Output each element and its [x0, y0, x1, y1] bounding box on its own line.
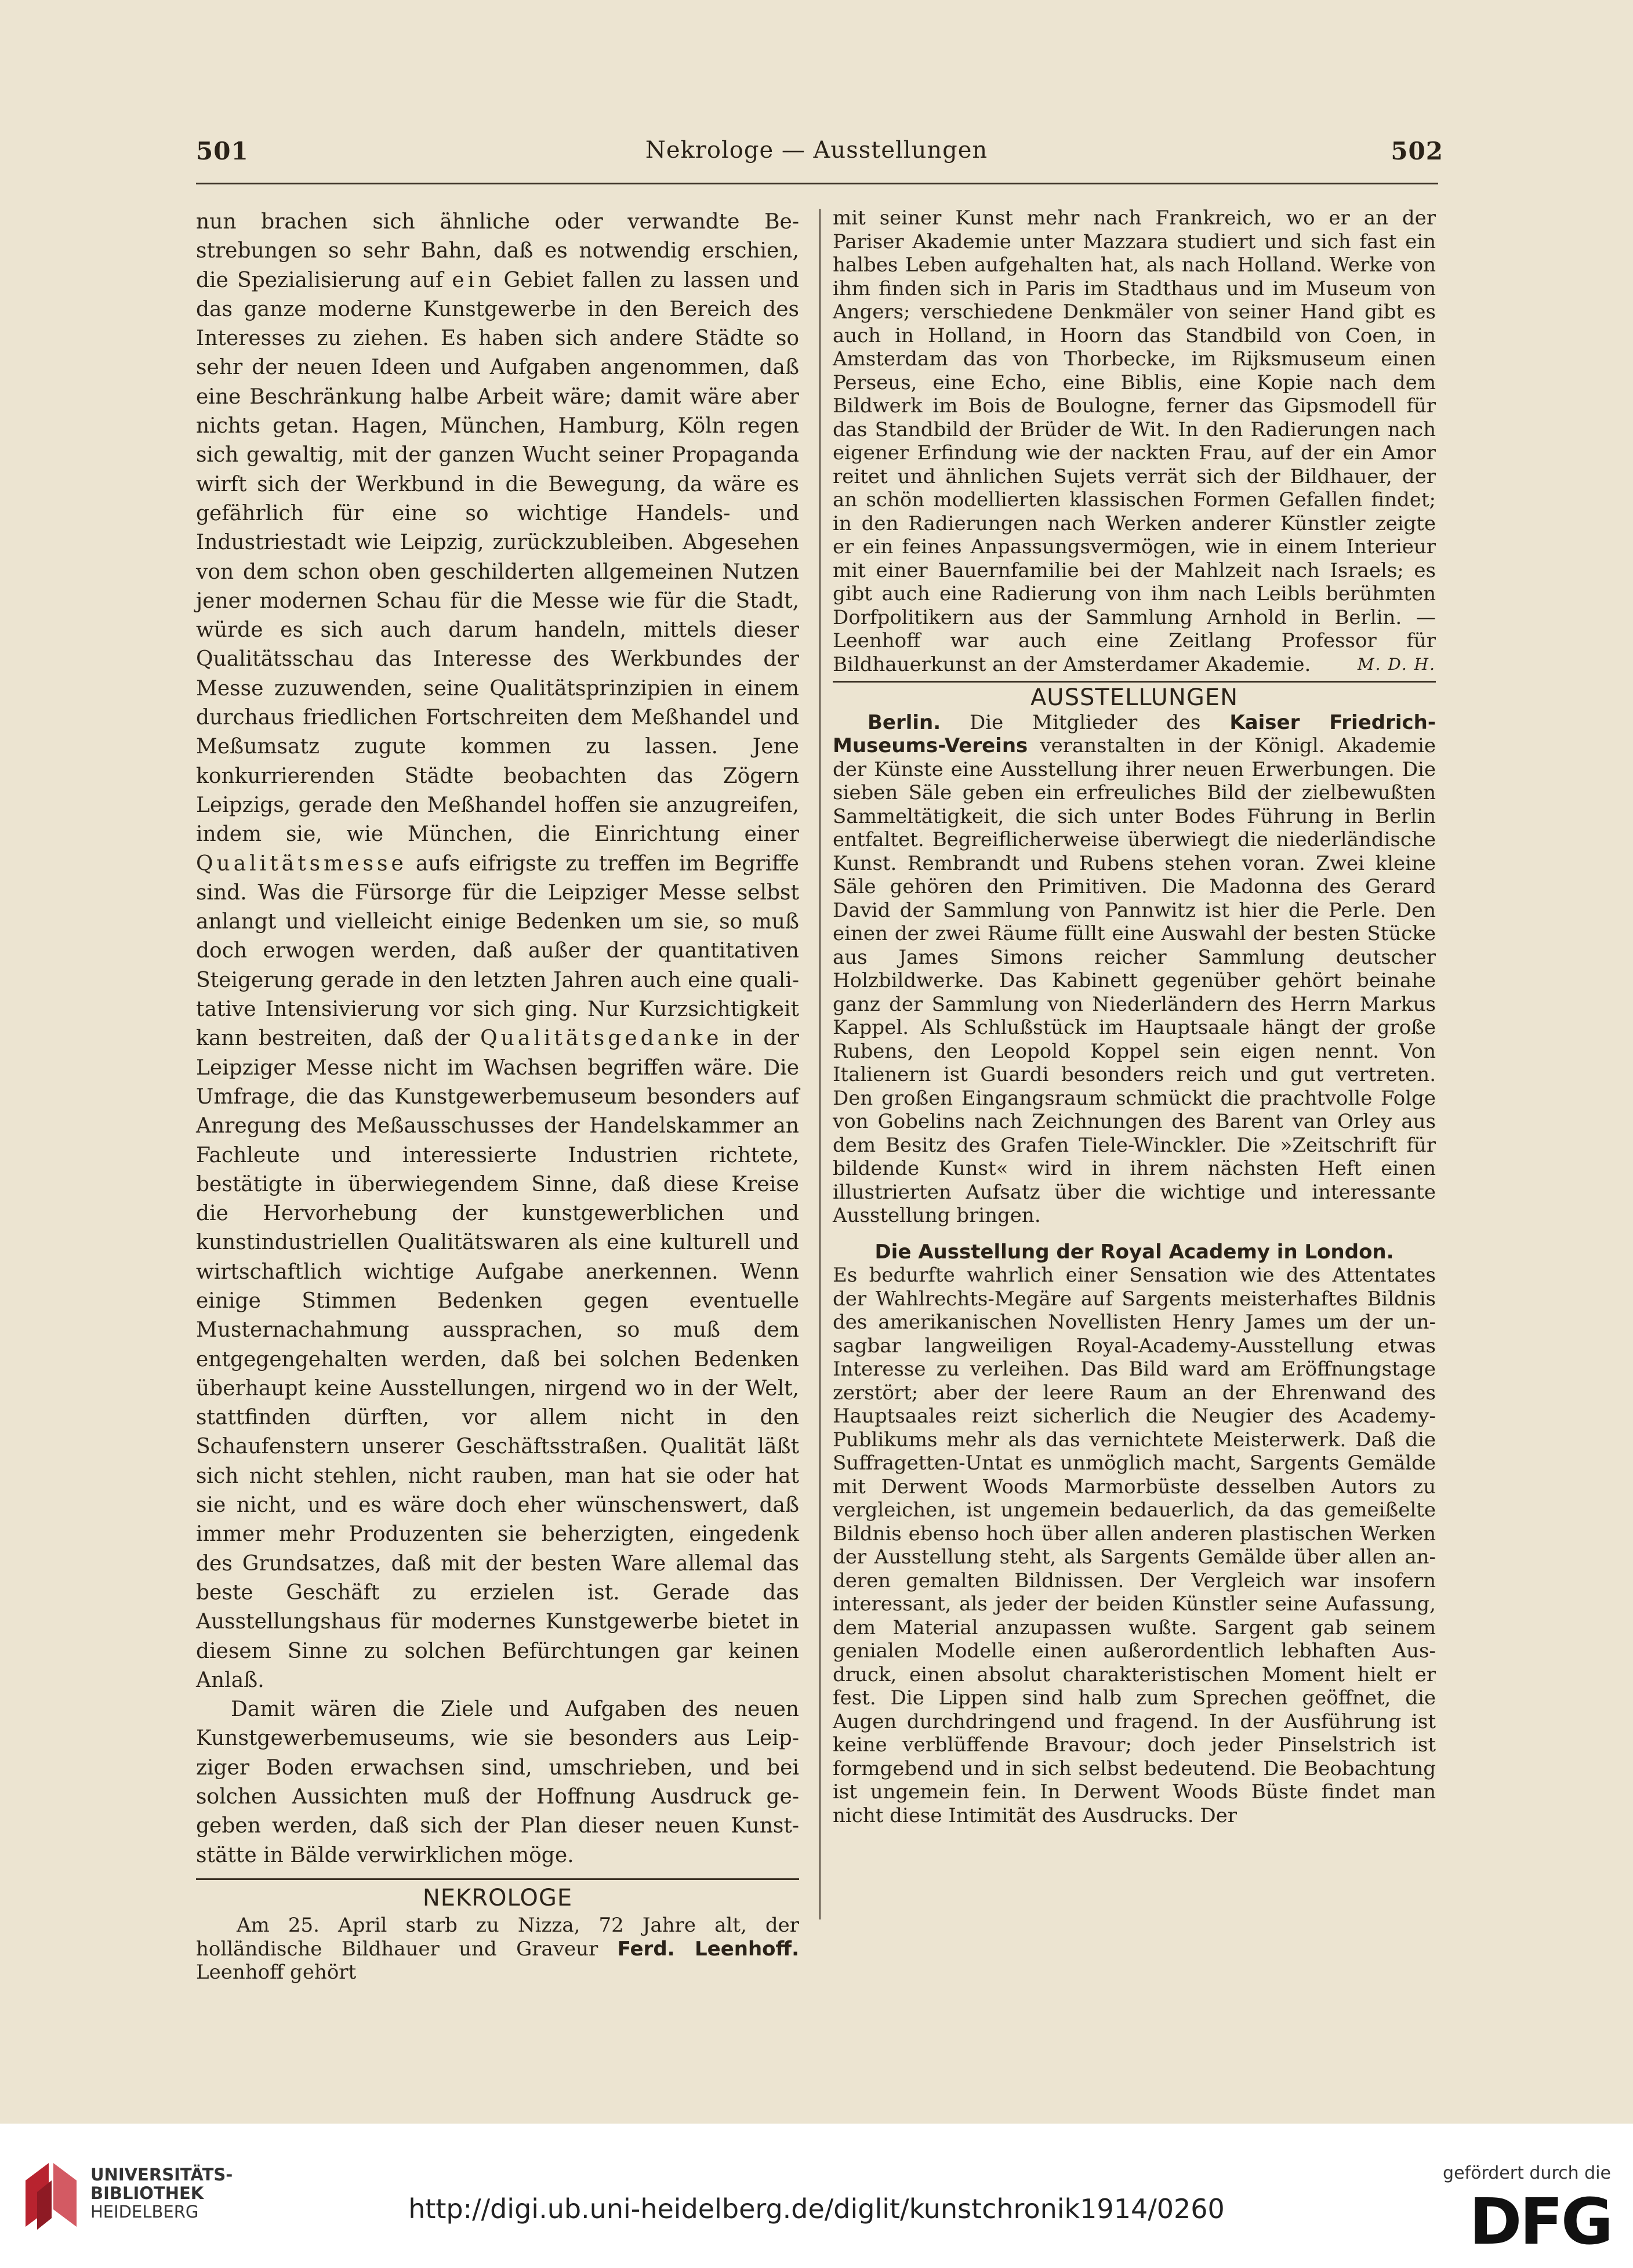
left-column [196, 208, 799, 1984]
footer-bar [0, 2124, 1633, 2268]
paragraph: mit seiner Kunst mehr nach Frankreich, wo er an der Pariser Akademie unter Mazzara studiert und sich fast ein halbes Leben aufgehalten hat, als nach Holland. Werke von ihm finden sich in Paris im Stadthaus und im Museum von Angers; verschiedene Denkmäler von seiner Hand gibt es auch in Holland, in Hoorn das Standbild von Coen, in Amsterdam das von Thorbecke, im Rijksmuseum einen Perseus, eine Echo, eine Biblis, eine Kopie nach dem Bildwerk im Bois de Boulogne, ferner das Gipsmodell für das Standbild der Brüder de Wit. In den Radierungen nach eigener Erfindung wie der nackten Frau, auf der ein Amor reitet und ähnlichen Sujets verrät sich der Bildhauer, der an schön modellierten klassischen Formen Gefallen findet; in den Radierungen nach Werken anderer Künstler zeigte er ein feines Anpassungsvermögen, wie in einem Interieur mit einer Bauernfamilie bei der Mahlzeit nach Israels; es gibt auch eine Radierung von ihm nach Leibls berühmten Dorfpolitikern aus der Sammlung Arnhold in Berlin. — Leenhoff war auch eine Zeitlang Professor für Bildhauerkunst an der Amsterdamer Akademie. M. D. H. [833, 206, 1436, 676]
source-url-link[interactable]: http://digi.ub.uni-heidelberg.de/diglit/kunstchronik1914/0260 [408, 2193, 1225, 2225]
running-head: Nekrologe — Ausstellungen [645, 137, 988, 164]
subheading-royal-academy: Die Ausstellung der Royal Academy in London. [874, 1240, 1394, 1264]
funded-by-label: gefördert durch die [1443, 2163, 1611, 2183]
paragraph: Damit wären die Ziele und Aufgaben des neuen Kunstgewerbemuseums, wie sie besonders aus Leipziger Boden erwachsen sind, umschrieben, und bei solchen Aussichten muß der Hoffnung Ausdruck gegeben werden, daß sich der Plan dieser neuen Kunststätte in Bälde verwirklichen möge. [196, 1697, 799, 1867]
paragraph: Berlin. Die Mitglieder des Kaiser Friedrich-Museums-Vereins veranstalten in der Königl. Akademie der Künste eine Ausstellung ihrer neuen Erwerbungen. Die sieben Säle geben ein erfreuliches Bild der zielbewußten Sammeltätigkeit, die sich unter Bodes Führung in Berlin entfaltet. Begreiflicherweise überwiegt die niederländische Kunst. Rembrandt und Rubens stehen voran. Zwei kleine Säle gehören den Primitiven. Die Madonna des Gerard David der Sammlung von Pannwitz ist hier die Perle. Den einen der zwei Räume füllt eine Auswahl der besten Stücke aus James Simons reicher Sammlung deutscher Holzbildwerke. Das Kabinett gegenüber gehört beinahe ganz der Sammlung von Niederländern des Herrn Markus Kappel. Als Schlußstück im Hauptsaale hängt der große Rubens, den Leopold Koppel sein eigen nennt. Von Italienern ist Guardi besonders reich und gut vertreten. Den großen Eingangsraum schmückt die prachtvolle Folge von Gobelins nach Zeichnungen des Barent van Orley aus dem Besitz des Grafen Tiele-Winckler. Die »Zeitschrift für bildende Kunst« wird in ihrem nächsten Heft einen illustrierten Aufsatz über die wichtige und interessante Ausstellung bringen. [833, 710, 1436, 1227]
dfg-logo: DFG [1469, 2184, 1611, 2259]
column-divider [819, 209, 821, 1919]
header-rule [196, 183, 1438, 184]
section-heading-nekrologe: NEKROLOGE [422, 1884, 573, 1911]
page-number-right: 502 [1391, 137, 1443, 165]
library-name: UNIVERSITÄTS- BIBLIOTHEK HEIDELBERG [90, 2165, 233, 2222]
page-number-left: 501 [196, 137, 249, 165]
section-rule [833, 681, 1436, 683]
right-column [833, 206, 1436, 1827]
paragraph: nun brachen sich ähnliche oder verwandte Bestrebungen so sehr Bahn, daß es notwendig erschien, die Spezialisierung auf ein Gebiet fallen zu lassen und das ganze moderne Kunstgewerbe in den Bereich des Interesses zu ziehen. Es haben sich andere Städte so sehr der neuen Ideen und Aufgaben angenommen, daß eine Beschränkung halbe Arbeit wäre; damit wäre aber nichts getan. Hagen, München, Hamburg, Köln regen sich gewaltig, mit der ganzen Wucht seiner Propaganda wirft sich der Werkbund in die Bewegung, da wäre es gefährlich für eine so wichtige Handels- und Industriestadt wie Leipzig, zurückzubleiben. Abgesehen von dem schon oben geschilderten allgemeinen Nutzen jener modernen Schau für die Messe wie für die Stadt, würde es sich auch darum handeln, mittels dieser Qualitätsschau das Interesse des Werkbundes der Messe zuzuwenden, seine Qualitätsprinzipien in einem durchaus friedlichen Fortschreiten dem Meßhandel und Meßumsatz zugute kommen zu lassen. Jene konkurrierenden Städte beobachten das Zögern Leipzigs, gerade den Meßhandel hoffen sie anzugreifen, indem sie, wie München, die Einrichtung einer Qualitätsmesse aufs eifrigste zu treffen im Begriffe sind. Was die Fürsorge für die Leipziger Messe selbst anlangt und vielleicht einige Bedenken um sie, so muß doch erwogen werden, daß außer der quantitativen Steigerung gerade in den letzten Jahren auch eine qualitative Intensivierung vor sich ging. Nur Kurzsichtigkeit kann bestreiten, daß der Qualitätsgedanke in der Leipziger Messe nicht im Wachsen begriffen wäre. Die Umfrage, die das Kunstgewerbemuseum besonders auf Anregung des Meßausschusses der Handelskammer an Fachleute und interessierte Industrien richtete, bestätigte in überwiegendem Sinne, daß diese Kreise die Hervorhebung der kunstgewerblichen und kunstindustriellen Qualitätswaren als eine kulturell und wirtschaftlich wichtige Aufgabe anerkennen. Wenn einige Stimmen Bedenken gegen eventuelle Musternachahmung aussprachen, so muß dem entgegengehalten werden, daß bei solchen Bedenken überhaupt keine Ausstellungen, nirgend wo in der Welt, stattfinden dürften, vor allem nicht in den Schaufenstern unserer Geschäftsstraßen. Qualität läßt sich nicht stehlen, nicht rauben, man hat sie oder hat sie nicht, und es wäre doch eher wünschenswert, daß immer mehr Produzenten sie beherzigten, eingedenk des Grundsatzes, daß mit der besten Ware allemal das beste Geschäft zu erzielen ist. Gerade das Ausstellungshaus für modernes Kunstgewerbe bietet in diesem Sinne zu solchen Befürchtungen gar keinen Anlaß. [196, 210, 799, 1692]
paragraph: Es bedurfte wahrlich einer Sensation wie des Attentates der Wahlrechts-Megäre auf Sargents meisterhaftes Bildnis des amerikanischen Novellisten Henry James um der unsagbar langweiligen Royal-Academy-Ausstellung etwas Interesse zu verleihen. Das Bild ward am Eröffnungstage zerstört; aber der leere Raum an der Ehrenwand des Hauptsaales reizt sicherlich die Neugier des Academy-Publikums mehr als das vernichtete Meisterwerk. Daß die Suffragetten-Untat es unmöglich macht, Sargents Gemälde mit Derwent Woods Marmorbüste desselben Autors zu vergleichen, ist ungemein bedauerlich, da das gemeißelte Bildnis ebenso hoch über allen anderen plastischen Werken der Ausstellung steht, als Sargents Gemälde über allen anderen gemalten Bildnissen. Der Vergleich war insofern interessant, als jeder der beiden Künstler seine Aufassung, dem Material anzupassen wußte. Sargent gab seinem genialen Modelle einen außerordentlich lebhaften Ausdruck, einen absolut charakteristischen Moment hielt er fest. Die Lippen sind halb zum Sprechen geöffnet, die Augen durchdringend und fragend. In der Ausführung ist keine verblüffende Bravour; doch jeder Pinselstrich ist formgebend und in sich selbst bedeutend. Die Beobachtung ist ungemein fein. In Derwent Woods Büste findet man nicht diese Intimität des Ausdrucks. Der [833, 1264, 1436, 1827]
signature: M. D. H. [1357, 654, 1436, 674]
section-rule [196, 1878, 799, 1880]
paragraph: Am 25. April starb zu Nizza, 72 Jahre alt, der holländische Bildhauer und Graveur Ferd. Leenhoff. Leenhoff gehört [196, 1914, 799, 1984]
section-heading-ausstellungen: AUSSTELLUNGEN [1030, 684, 1239, 711]
